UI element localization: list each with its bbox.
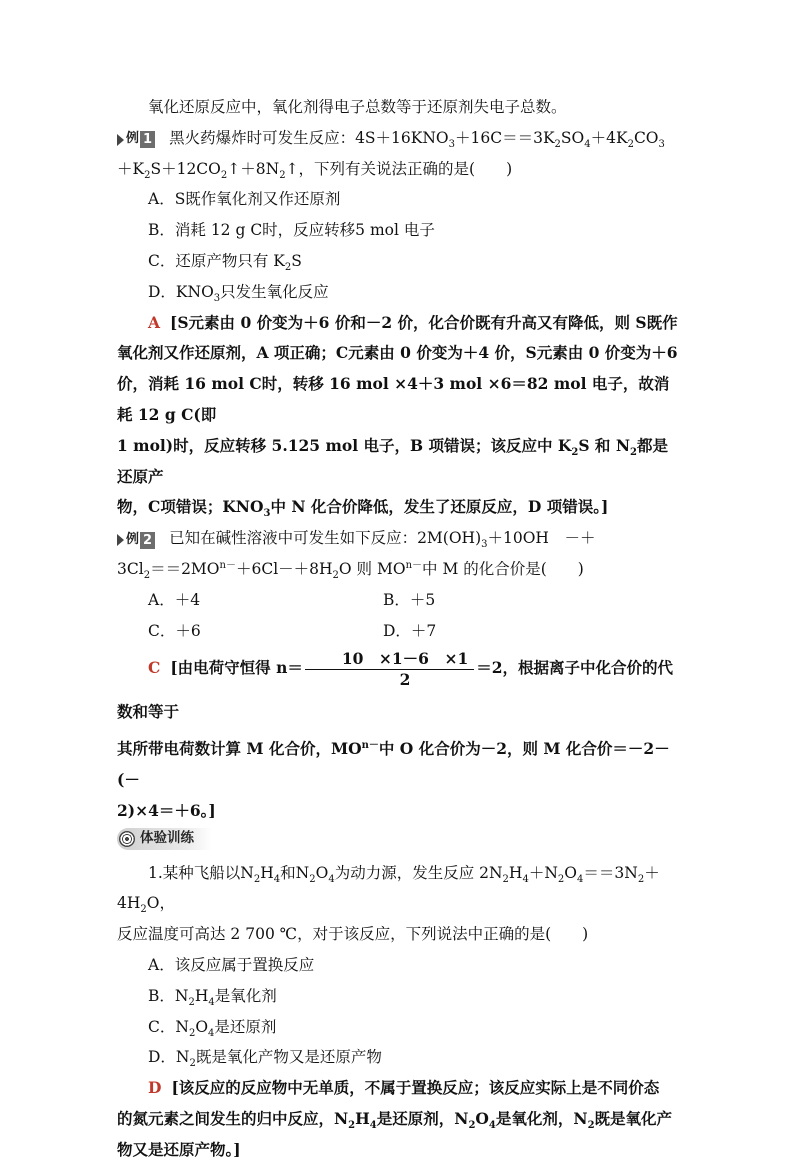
example-1-explanation-line5: 物，C项错误；$KNO_3$中 N 化合价降低，发生了还原反应，D 项错误。] <box>117 497 609 520</box>
fraction: $\frac{10 \times 1-6 \times 1}{2}$ <box>305 649 474 690</box>
example-1-option-b: B．消耗 12 g C时，反应转移5 mol 电子 <box>148 221 435 240</box>
example-2-explanation-line2: 其所带电荷数计算 M 化合价，$MO^{n-}$中 O 化合价为－2，则 M 化合价＝－2－(－ <box>117 739 670 790</box>
example-1-explanation-line4: 1 mol)时，反应转移 5.125 mol 电子，B 项错误；该反应中 $K_2S$ 和 $N_2$都是还原产 <box>117 435 668 486</box>
example-2-stem: 例 2 已知在碱性溶液中可发生如下反应：$2M(OH)_3+10OH$ －＋ <box>87 523 683 554</box>
example-2-explanation-line3: 2)×4＝＋6。] <box>117 800 216 820</box>
example-1-explanation-line2: 氧化剂又作还原剂，A 项正确；C元素由 0 价变为＋4 价，S元素由 0 价变为＋6 <box>117 343 678 363</box>
answer-letter: D <box>148 1078 162 1098</box>
question-1-option-a: A．该反应属于置换反应 <box>148 955 315 974</box>
answer-letter: C <box>148 658 161 678</box>
example-1-explanation-line3: 价，消耗 16 mol C时，转移 16 mol ×4＋3 mol ×6＝82 mol 电子，故消耗 12 g C(即 <box>117 374 670 424</box>
example-2-options-row2: C．＋6 D．＋7 <box>148 621 437 640</box>
question-1-option-d: D．$N_2$既是氧化产物又是还原产物 <box>148 1048 382 1070</box>
section-heading: 体验训练 <box>117 828 212 850</box>
document-page <box>117 92 683 1166</box>
example-2-stem-line2: $3Cl_2==2MO^{n-}+6Cl-+8H_2O$ 则 $MO^{n-}$中 M 的化合价是( ) <box>117 559 584 582</box>
question-1-explanation-line3: 物又是还原产物。] <box>117 1139 241 1159</box>
example-1-explanation: A [S元素由 0 价变为＋6 价和－2 价，化合价既有升高又有降低，则 S既作 <box>148 312 678 332</box>
intro-line: 氧化还原反应中，氧化剂得电子总数等于还原剂失电子总数。 <box>148 98 567 116</box>
example-1-option-a: A．S既作氧化剂又作还原剂 <box>148 190 341 209</box>
section-heading-row <box>87 827 683 858</box>
question-1-explanation: D [该反应的反应物中无单质，不属于置换反应；该反应实际上是不同价态 <box>148 1078 660 1098</box>
question-1-explanation-line2: 的氮元素之间发生的归中反应，$N_2H_4$是还原剂，$N_2O_4$是氧化剂，$N_2$既是氧化产 <box>117 1108 673 1131</box>
triangle-icon <box>117 534 124 546</box>
example-tag-1: 例 1 <box>117 131 155 149</box>
example-1-stem: 例 1 黑火药爆炸时可发生反应：$4S+16KNO_3+16C==3K_2SO_4+4K_2CO_3$ <box>87 123 683 154</box>
question-1-option-c: C．$N_2O_4$是还原剂 <box>148 1017 277 1039</box>
question-1-option-b: B．$N_2H_4$是氧化剂 <box>148 986 277 1008</box>
example-1-stem-line2: $+K_2S+12CO_2↑+8N_2↑$，下列有关说法正确的是( ) <box>117 159 513 181</box>
example-2-explanation: C [由电荷守恒得 n＝ $\frac{10 \times 1-6 \times 1}{2}$ ＝2，根据离子中化合价的代数和等于 <box>117 648 674 722</box>
question-1-stem: 1.某种飞船以$N_2H_4$和$N_2O_4$为动力源，发生反应 $2N_2H_4+N_2O_4==3N_2+4H_2O$， <box>117 863 660 916</box>
answer-letter: A <box>148 312 161 332</box>
example-1-option-d: D．$KNO_3$只发生氧化反应 <box>148 282 329 304</box>
example-2-options-row1: A．＋4 B．＋5 <box>148 590 436 609</box>
example-1-option-c: C．还原产物只有 $K_2S$ <box>148 251 302 274</box>
triangle-icon <box>117 134 124 146</box>
example-tag-2: 例 2 <box>117 531 155 549</box>
target-icon <box>119 831 135 847</box>
question-1-stem-line2: 反应温度可高达 2 700 ℃，对于该反应，下列说法中正确的是( ) <box>117 925 589 944</box>
